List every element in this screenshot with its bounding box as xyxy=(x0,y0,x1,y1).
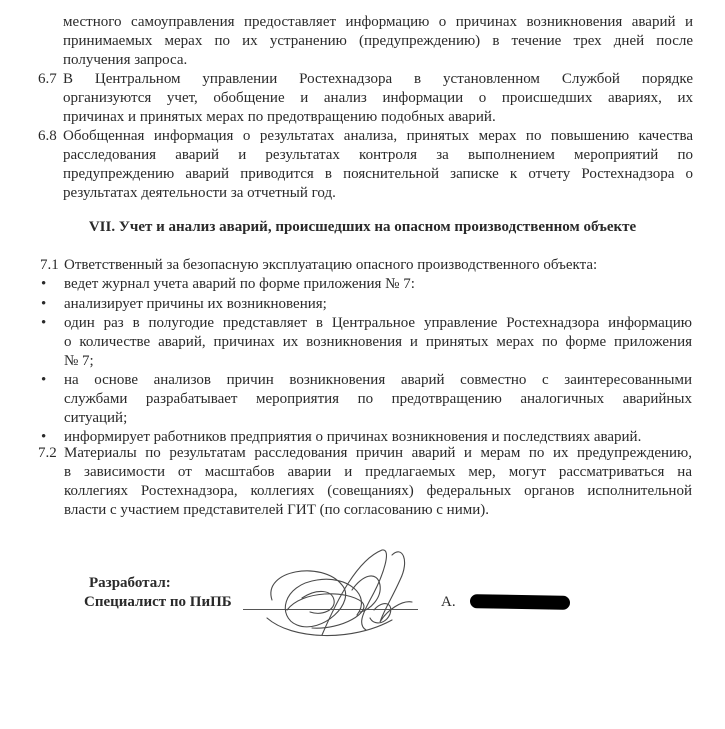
para-6-6-line-3: получения запроса. xyxy=(63,52,188,68)
para-7-2-line-4: власти с участием представителей ГИТ (по согласованию с ними). xyxy=(64,502,490,518)
bullet-5: информирует работников предприятия о причинах возникновения и последствиях аварий. xyxy=(64,429,642,445)
position-title: Специалист по ПиПБ xyxy=(84,594,232,610)
para-6-8-number: 6.8 xyxy=(38,128,57,144)
bullet-2: анализирует причины их возникновения; xyxy=(64,296,327,312)
para-6-8-line-1: Обобщенная информация о результатах анализа, принятых мерах по повышению качества xyxy=(63,128,693,144)
section-heading: VII. Учет и анализ аварий, происшедших на опасном производственном объекте xyxy=(88,219,637,235)
bullet-3-line-3: № 7; xyxy=(64,353,94,369)
bullet-4-line-1: на основе анализов причин возникновения аварий совместно с заинтересованными xyxy=(64,372,692,388)
bullet-3-line-1: один раз в полугодие представляет в Центральное управление Ростехнадзора информацию xyxy=(64,315,692,331)
para-7-1-intro: Ответственный за безопасную эксплуатацию опасного производственного объекта: xyxy=(64,257,598,273)
para-6-6-line-2: принимаемых мерах по их устранению (предупреждению) в течение трех дней после xyxy=(63,33,693,49)
bullet-1: ведет журнал учета аварий по форме приложения № 7: xyxy=(64,276,415,292)
para-7-2-line-2: в зависимости от масштабов аварии и предлагаемых мер, могут рассматриваться на xyxy=(64,464,692,480)
redaction-bar xyxy=(470,594,570,610)
para-7-2-line-3: коллегиях Ростехнадзора, коллегиях (совещаниях) федеральных органов исполнительной xyxy=(64,483,692,499)
bullet-marker: • xyxy=(41,315,47,331)
para-6-7-line-3: причинах и принятых мерах по предотвращению подобных аварий. xyxy=(63,109,496,125)
handwritten-signature xyxy=(262,540,422,650)
bullet-marker: • xyxy=(41,429,47,445)
para-6-8-line-3: предупреждению аварий приводится в пояснительной записке к отчету Ростехнадзора о xyxy=(63,166,693,182)
para-7-2-number: 7.2 xyxy=(38,445,57,461)
para-6-7-line-1: В Центральном управлении Ростехнадзора в установленном Службой порядке xyxy=(63,71,693,87)
bullet-4-line-2: службами разрабатывает мероприятия по предотвращению аналогичных аварийных xyxy=(64,391,692,407)
para-6-7-number: 6.7 xyxy=(38,71,57,87)
bullet-marker: • xyxy=(41,276,47,292)
signer-name-initial: А. xyxy=(441,594,456,610)
bullet-4-line-3: ситуаций; xyxy=(64,410,128,426)
para-6-8-line-2: расследования аварий и результатах контроля за выполнением мероприятий по xyxy=(63,147,693,163)
para-7-1-number: 7.1 xyxy=(40,257,59,273)
para-6-6-line-1: местного самоуправления предоставляет информацию о причинах возникновения аварий и xyxy=(63,14,693,30)
bullet-marker: • xyxy=(41,372,47,388)
para-6-7-line-2: организуются учет, обобщение и анализ информации о происшедших авариях, их xyxy=(63,90,693,106)
developed-label: Разработал: xyxy=(89,575,171,591)
bullet-marker: • xyxy=(41,296,47,312)
para-7-2-line-1: Материалы по результатам расследования причин аварий и мерам по их предупреждению, xyxy=(64,445,692,461)
bullet-3-line-2: о количестве аварий, причинах их возникновения и принятых мерах по форме приложения xyxy=(64,334,692,350)
para-6-8-line-4: результатах деятельности за отчетный год. xyxy=(63,185,336,201)
